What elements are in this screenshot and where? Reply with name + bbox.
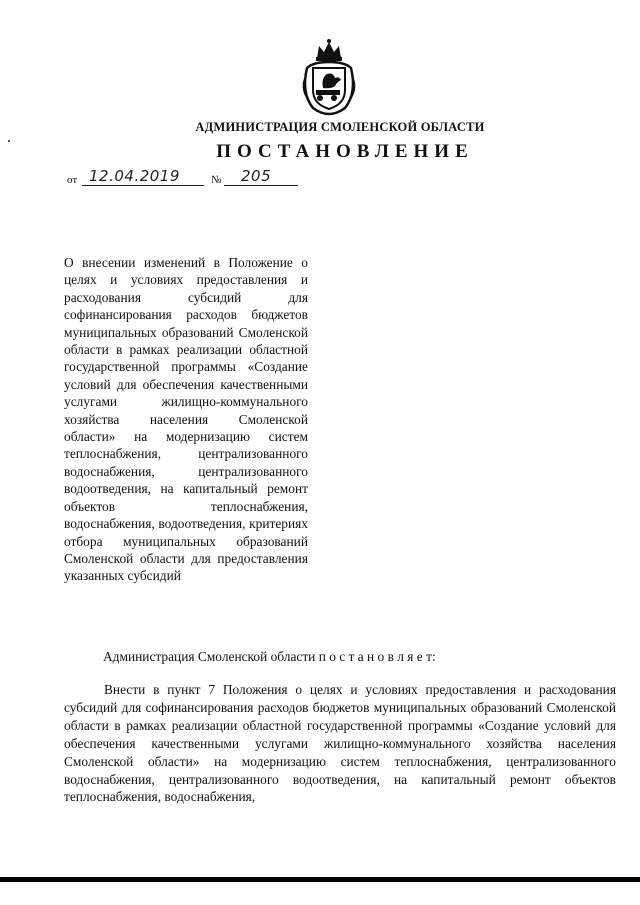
date-underline <box>82 185 204 186</box>
number-underline <box>224 185 298 186</box>
document-subject: О внесении изменений в Положение о целях и условиях предоставления и расходования субсидий для софинансирования расходов бюджетов муниципальных образований Смоленской области в рамках реализации областной государственной программы «Создание условий для обеспечения качественными услугами жилищно-коммунального хозяйства населения Смоленской области» на модернизацию систем теплоснабжения, централизованного водоснабжения, централизованного водоотведения, на капитальный ремонт объектов теплоснабжения, водоснабжения, водоотведения, критериях отбора муниципальных образований Смоленской области для предоставления указанных субсидий <box>64 255 308 584</box>
resolution-body: Внести в пункт 7 Положения о целях и условиях предоставления и расходования субсидий для софинансирования расходов бюджетов муниципальных образований Смоленской области в рамках реализации областной государственной программы «Создание условий для обеспечения качественными услугами жилищно-коммунального хозяйства населения Смоленской области» на модернизацию систем теплоснабжения, централизованного водоснабжения, централизованного водоотведения, на капитальный ремонт объектов теплоснабжения, водоснабжения, <box>64 682 616 805</box>
number-value: 205 <box>241 167 272 185</box>
resolution-intro: Администрация Смоленской области п о с т а н о в л я е т: <box>103 649 436 664</box>
date-value: 12.04.2019 <box>89 167 180 185</box>
document-type-title: ПОСТАНОВЛЕНИЕ <box>216 141 474 162</box>
scan-bottom-border <box>0 877 640 882</box>
date-number-line <box>67 168 327 190</box>
date-prefix: от <box>67 174 78 186</box>
scan-speck <box>8 140 10 142</box>
number-prefix: № <box>211 174 222 186</box>
organization-name: АДМИНИСТРАЦИЯ СМОЛЕНСКОЙ ОБЛАСТИ <box>195 120 485 134</box>
coat-of-arms-emblem <box>299 38 359 116</box>
